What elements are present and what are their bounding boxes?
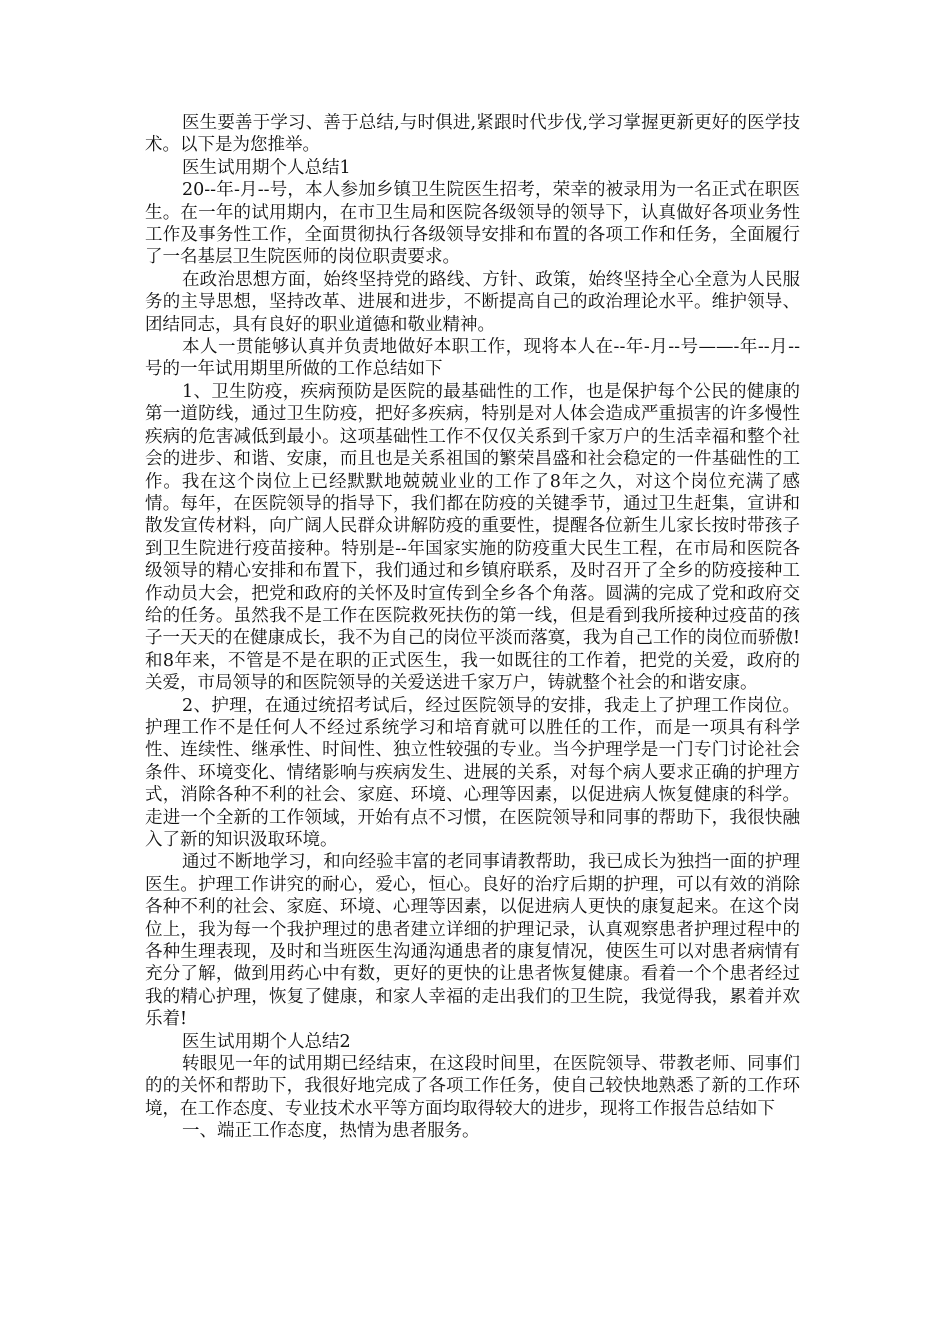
paragraph-political: 在政治思想方面，始终坚持党的路线、方针、政策，始终坚持全心全意为人民服务的主导思想，坚持改革、进展和进步，不断提高自己的政治理论水平。维护领导、团结同志，具有良好的职业道德和敬业精神。 — [145, 269, 800, 335]
paragraph-nursing: 2、护理，在通过统招考试后，经过医院领导的安排，我走上了护理工作岗位。护理工作不是任何人不经过系统学习和培育就可以胜任的工作，而是一项具有科学性、连续性、继承性、时间性、独立性较强的专业。当今护理学是一门专门讨论社会条件、环境变化、情绪影响与疾病发生、进展的关系，对每个病人要求正确的护理方式，消除各种不利的社会、家庭、环境、心理等因素，以促进病人恢复健康的科学。走进一个全新的工作领域，开始有点不习惯，在医院领导和同事的帮助下，我很快融入了新的知识汲取环境。 — [145, 695, 800, 850]
document-page — [145, 112, 800, 1143]
paragraph-work-attitude: 一、端正工作态度，热情为患者服务。 — [182, 1121, 480, 1142]
paragraph-appointment: 20--年-月--号，本人参加乡镇卫生院医生招考，荣幸的被录用为一名正式在职医生。在一年的试用期内，在市卫生局和医院各级领导的领导下，认真做好各项业务性工作及事务性工作，全面贯彻执行各级领导安排和布置的各项工作和任务，全面履行了一名基层卫生院医师的岗位职责要求。 — [145, 180, 800, 268]
section-heading-1: 医生试用期个人总结1 — [182, 157, 351, 178]
paragraph-probation-end: 转眼见一年的试用期已经结束，在这段时间里，在医院领导、带教老师、同事们的的关怀和帮助下，我很好地完成了各项工作任务，使自己较快地熟悉了新的工作环境，在工作态度、专业技术水平等方面均取得较大的进步，现将工作报告总结如下 — [145, 1054, 800, 1119]
paragraph-epidemic-prevention: 1、卫生防疫，疾病预防是医院的最基础性的工作，也是保护每个公民的健康的第一道防线，通过卫生防疫，把好多疾病，特别是对人体会造成严重损害的许多慢性疾病的危害减低到最小。这项基础性工作不仅仅关系到千家万户的生活幸福和整个社会的进步、和谐、安康，而且也是关系祖国的繁荣昌盛和社会稳定的一件基础性的工作。我在这个岗位上已经默默地兢兢业业的工作了8年之久，对这个岗位充满了感情。每年，在医院领导的指导下，我们都在防疫的关键季节，通过卫生赶集，宣讲和散发宣传材料，向广阔人民群众讲解防疫的重要性，提醒各位新生儿家长按时带孩子到卫生院进行疫苗接种。特别是--年国家实施的防疫重大民生工程，在市局和医院各级领导的精心安排和布置下，我们通过和乡镇府联系，及时召开了全乡的防疫接种工作动员大会，把党和政府的关怀及时宣传到全乡各个角落。圆满的完成了党和政府交给的任务。虽然我不是工作在医院救死扶伤的第一线，但是看到我所接种过疫苗的孩子一天天的在健康成长，我不为自己的岗位平淡而落寞，我为自己工作的岗位而骄傲!和8年来，不管是不是在职的正式医生，我一如既往的工作着，把党的关爱，政府的关爱，市局领导的和医院领导的关爱送进千家万户，铸就整个社会的和谐安康。 — [145, 381, 800, 694]
paragraph-learning: 通过不断地学习，和向经验丰富的老同事请教帮助，我已成长为独挡一面的护理医生。护理工作讲究的耐心，爱心，恒心。良好的治疗后期的护理，可以有效的消除各种不利的社会、家庭、环境、心理等因素，以促进病人更快的康复起来。在这个岗位上，我为每一个我护理过的患者建立详细的护理记录，认真观察患者护理过程中的各种生理表现，及时和当班医生沟通沟通患者的康复情况，使医生可以对患者病情有充分了解，做到用药心中有数，更好的更快的让患者恢复健康。看着一个个患者经过我的精心护理，恢复了健康，和家人幸福的走出我们的卫生院，我觉得我，累着并欢乐着! — [145, 852, 800, 1030]
section-heading-2: 医生试用期个人总结2 — [182, 1031, 351, 1052]
paragraph-summary-intro: 本人一贯能够认真并负责地做好本职工作，现将本人在--年-月--号——-年--月--号的一年试用期里所做的工作总结如下 — [145, 337, 800, 380]
intro-paragraph: 医生要善于学习、善于总结,与时俱进,紧跟时代步伐,学习掌握更新更好的医学技术。以下是为您推举。 — [145, 113, 800, 156]
